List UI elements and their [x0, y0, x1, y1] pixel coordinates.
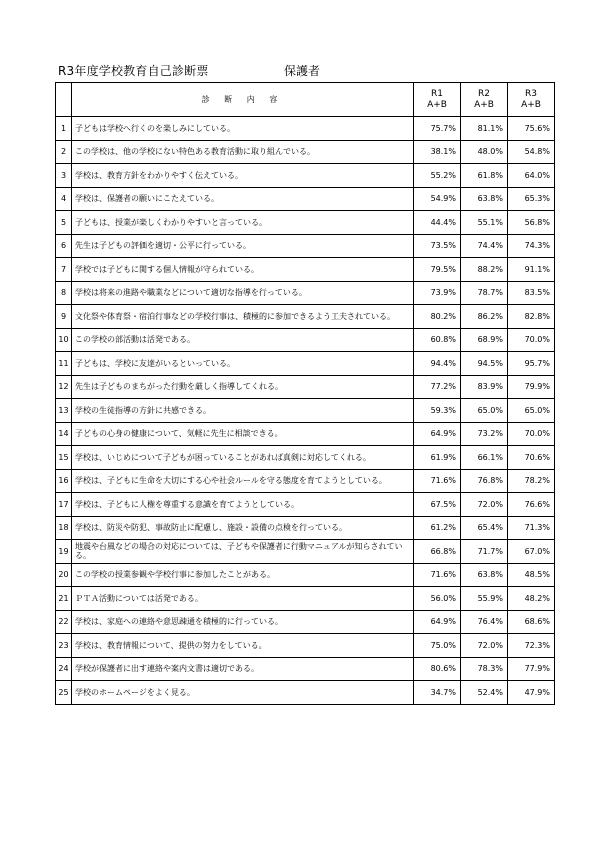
row-value-r3: 95.7%: [508, 352, 555, 376]
table-row: [56, 587, 555, 611]
row-value-r1: 60.8%: [414, 328, 461, 352]
survey-table: [55, 82, 555, 705]
header-r3-label: A+B: [521, 99, 541, 110]
row-value-r1: 71.6%: [414, 469, 461, 493]
row-number: 14: [56, 422, 72, 446]
row-value-r1: 34.7%: [414, 681, 461, 705]
row-item: 学校は、家庭への連絡や意思疎通を積極的に行っている。: [72, 610, 414, 634]
row-value-r1: 44.4%: [414, 211, 461, 235]
row-value-r2: 63.8%: [461, 187, 508, 211]
row-value-r2: 71.7%: [461, 540, 508, 564]
row-value-r1: 38.1%: [414, 140, 461, 164]
table-row: [56, 493, 555, 517]
row-item: 学校は、教育情報について、提供の努力をしている。: [72, 634, 414, 658]
table-row: [56, 610, 555, 634]
row-item: 子どもの心身の健康について、気軽に先生に相談できる。: [72, 422, 414, 446]
table-row: [56, 446, 555, 470]
row-value-r3: 77.9%: [508, 657, 555, 681]
row-number: 11: [56, 352, 72, 376]
header-r1-year: R1: [431, 88, 443, 99]
row-value-r2: 55.1%: [461, 211, 508, 235]
row-number: 2: [56, 140, 72, 164]
row-item: 学校は、子どもに人権を尊重する意識を育てようとしている。: [72, 493, 414, 517]
row-value-r3: 71.3%: [508, 516, 555, 540]
title-row: [58, 62, 538, 78]
row-value-r3: 76.6%: [508, 493, 555, 517]
document-subtitle: 保護者: [284, 64, 321, 78]
row-item: 学校では子どもに関する個人情報が守られている。: [72, 258, 414, 282]
header-item: 診 断 内 容: [72, 83, 414, 117]
row-value-r3: 83.5%: [508, 281, 555, 305]
row-value-r3: 65.0%: [508, 399, 555, 423]
row-value-r1: 59.3%: [414, 399, 461, 423]
row-number: 21: [56, 587, 72, 611]
row-value-r1: 66.8%: [414, 540, 461, 564]
row-value-r3: 48.5%: [508, 563, 555, 587]
row-value-r3: 78.2%: [508, 469, 555, 493]
row-value-r1: 79.5%: [414, 258, 461, 282]
row-item: 子どもは学校へ行くのを楽しみにしている。: [72, 117, 414, 141]
row-value-r1: 67.5%: [414, 493, 461, 517]
row-item: 子どもは、学校に友達がいるといっている。: [72, 352, 414, 376]
row-number: 17: [56, 493, 72, 517]
row-number: 25: [56, 681, 72, 705]
row-value-r2: 81.1%: [461, 117, 508, 141]
row-number: 20: [56, 563, 72, 587]
row-item: 学校は、子どもに生命を大切にする心や社会ルールを守る態度を育てようとしている。: [72, 469, 414, 493]
row-value-r3: 70.6%: [508, 446, 555, 470]
row-value-r3: 68.6%: [508, 610, 555, 634]
row-value-r2: 78.7%: [461, 281, 508, 305]
row-value-r3: 67.0%: [508, 540, 555, 564]
row-item: 地震や台風などの場合の対応については、子どもや保護者に行動マニュアルが知らされている。: [72, 540, 414, 564]
row-value-r2: 72.0%: [461, 634, 508, 658]
header-r3-year: R3: [525, 88, 537, 99]
row-item: 先生は子どものまちがった行動を厳しく指導してくれる。: [72, 375, 414, 399]
header-row: [56, 83, 555, 117]
row-item: 学校は将来の進路や職業などについて適切な指導を行っている。: [72, 281, 414, 305]
row-value-r2: 65.0%: [461, 399, 508, 423]
row-value-r2: 55.9%: [461, 587, 508, 611]
row-value-r1: 75.0%: [414, 634, 461, 658]
table-row: [56, 164, 555, 188]
row-number: 7: [56, 258, 72, 282]
table-row: [56, 352, 555, 376]
row-value-r2: 94.5%: [461, 352, 508, 376]
row-value-r1: 61.2%: [414, 516, 461, 540]
row-item: 学校は、防災や防犯、事故防止に配慮し、施設・設備の点検を行っている。: [72, 516, 414, 540]
row-value-r3: 70.0%: [508, 328, 555, 352]
header-r2: [461, 83, 508, 117]
row-number: 3: [56, 164, 72, 188]
row-value-r2: 72.0%: [461, 493, 508, 517]
table-row: [56, 234, 555, 258]
row-value-r2: 66.1%: [461, 446, 508, 470]
row-value-r3: 91.1%: [508, 258, 555, 282]
row-value-r2: 83.9%: [461, 375, 508, 399]
row-value-r1: 80.2%: [414, 305, 461, 329]
table-row: [56, 469, 555, 493]
table-row: [56, 681, 555, 705]
row-item: この学校の授業参観や学校行事に参加したことがある。: [72, 563, 414, 587]
row-value-r1: 94.4%: [414, 352, 461, 376]
table-row: [56, 375, 555, 399]
row-value-r1: 56.0%: [414, 587, 461, 611]
row-number: 6: [56, 234, 72, 258]
document-title: R3年度学校教育自己診断票: [58, 64, 209, 78]
row-value-r3: 79.9%: [508, 375, 555, 399]
row-number: 24: [56, 657, 72, 681]
row-number: 18: [56, 516, 72, 540]
row-value-r3: 74.3%: [508, 234, 555, 258]
row-number: 9: [56, 305, 72, 329]
row-number: 19: [56, 540, 72, 564]
header-r1: [414, 83, 461, 117]
table-row: [56, 281, 555, 305]
row-number: 12: [56, 375, 72, 399]
table-row: [56, 634, 555, 658]
row-value-r2: 48.0%: [461, 140, 508, 164]
row-value-r1: 54.9%: [414, 187, 461, 211]
row-value-r2: 65.4%: [461, 516, 508, 540]
row-value-r1: 64.9%: [414, 422, 461, 446]
row-value-r1: 71.6%: [414, 563, 461, 587]
row-number: 5: [56, 211, 72, 235]
row-value-r3: 72.3%: [508, 634, 555, 658]
row-value-r2: 76.4%: [461, 610, 508, 634]
row-value-r1: 80.6%: [414, 657, 461, 681]
row-item: この学校は、他の学校にない特色ある教育活動に取り組んでいる。: [72, 140, 414, 164]
row-value-r3: 65.3%: [508, 187, 555, 211]
table-row: [56, 305, 555, 329]
header-r1-label: A+B: [427, 99, 447, 110]
row-value-r3: 75.6%: [508, 117, 555, 141]
row-value-r3: 64.0%: [508, 164, 555, 188]
row-item: 学校のホームページをよく見る。: [72, 681, 414, 705]
row-item: 子どもは、授業が楽しくわかりやすいと言っている。: [72, 211, 414, 235]
table-row: [56, 422, 555, 446]
row-value-r2: 88.2%: [461, 258, 508, 282]
table-row: [56, 540, 555, 564]
row-value-r2: 74.4%: [461, 234, 508, 258]
table-row: [56, 657, 555, 681]
row-value-r3: 54.8%: [508, 140, 555, 164]
header-r3: [508, 83, 555, 117]
row-number: 22: [56, 610, 72, 634]
row-value-r2: 86.2%: [461, 305, 508, 329]
row-value-r2: 78.3%: [461, 657, 508, 681]
row-value-r2: 63.8%: [461, 563, 508, 587]
row-item: ＰＴＡ活動については活発である。: [72, 587, 414, 611]
row-item: 文化祭や体育祭・宿泊行事などの学校行事は、積極的に参加できるよう工夫されている。: [72, 305, 414, 329]
row-value-r2: 68.9%: [461, 328, 508, 352]
row-number: 13: [56, 399, 72, 423]
row-value-r1: 75.7%: [414, 117, 461, 141]
row-item: 学校は、保護者の願いにこたえている。: [72, 187, 414, 211]
row-value-r3: 48.2%: [508, 587, 555, 611]
table-row: [56, 563, 555, 587]
row-number: 23: [56, 634, 72, 658]
table-row: [56, 187, 555, 211]
table-row: [56, 140, 555, 164]
row-item: 先生は子どもの評価を適切・公平に行っている。: [72, 234, 414, 258]
row-number: 10: [56, 328, 72, 352]
row-number: 15: [56, 446, 72, 470]
table-row: [56, 328, 555, 352]
row-value-r3: 70.0%: [508, 422, 555, 446]
row-number: 8: [56, 281, 72, 305]
row-item: この学校の部活動は活発である。: [72, 328, 414, 352]
header-r2-label: A+B: [474, 99, 494, 110]
row-value-r2: 73.2%: [461, 422, 508, 446]
row-value-r1: 73.5%: [414, 234, 461, 258]
row-value-r2: 76.8%: [461, 469, 508, 493]
row-value-r3: 56.8%: [508, 211, 555, 235]
row-value-r1: 77.2%: [414, 375, 461, 399]
row-number: 4: [56, 187, 72, 211]
row-item: 学校は、教育方針をわかりやすく伝えている。: [72, 164, 414, 188]
row-number: 16: [56, 469, 72, 493]
table-row: [56, 516, 555, 540]
row-item: 学校が保護者に出す連絡や案内文書は適切である。: [72, 657, 414, 681]
row-value-r3: 82.8%: [508, 305, 555, 329]
row-value-r2: 52.4%: [461, 681, 508, 705]
row-value-r1: 55.2%: [414, 164, 461, 188]
header-r2-year: R2: [478, 88, 490, 99]
row-value-r1: 64.9%: [414, 610, 461, 634]
header-number: [56, 83, 72, 117]
table-row: [56, 117, 555, 141]
table-row: [56, 211, 555, 235]
row-number: 1: [56, 117, 72, 141]
table-row: [56, 399, 555, 423]
row-value-r1: 73.9%: [414, 281, 461, 305]
row-item: 学校は、いじめについて子どもが困っていることがあれば真剣に対応してくれる。: [72, 446, 414, 470]
row-value-r1: 61.9%: [414, 446, 461, 470]
row-value-r2: 61.8%: [461, 164, 508, 188]
row-item: 学校の生徒指導の方針に共感できる。: [72, 399, 414, 423]
row-value-r3: 47.9%: [508, 681, 555, 705]
table-row: [56, 258, 555, 282]
